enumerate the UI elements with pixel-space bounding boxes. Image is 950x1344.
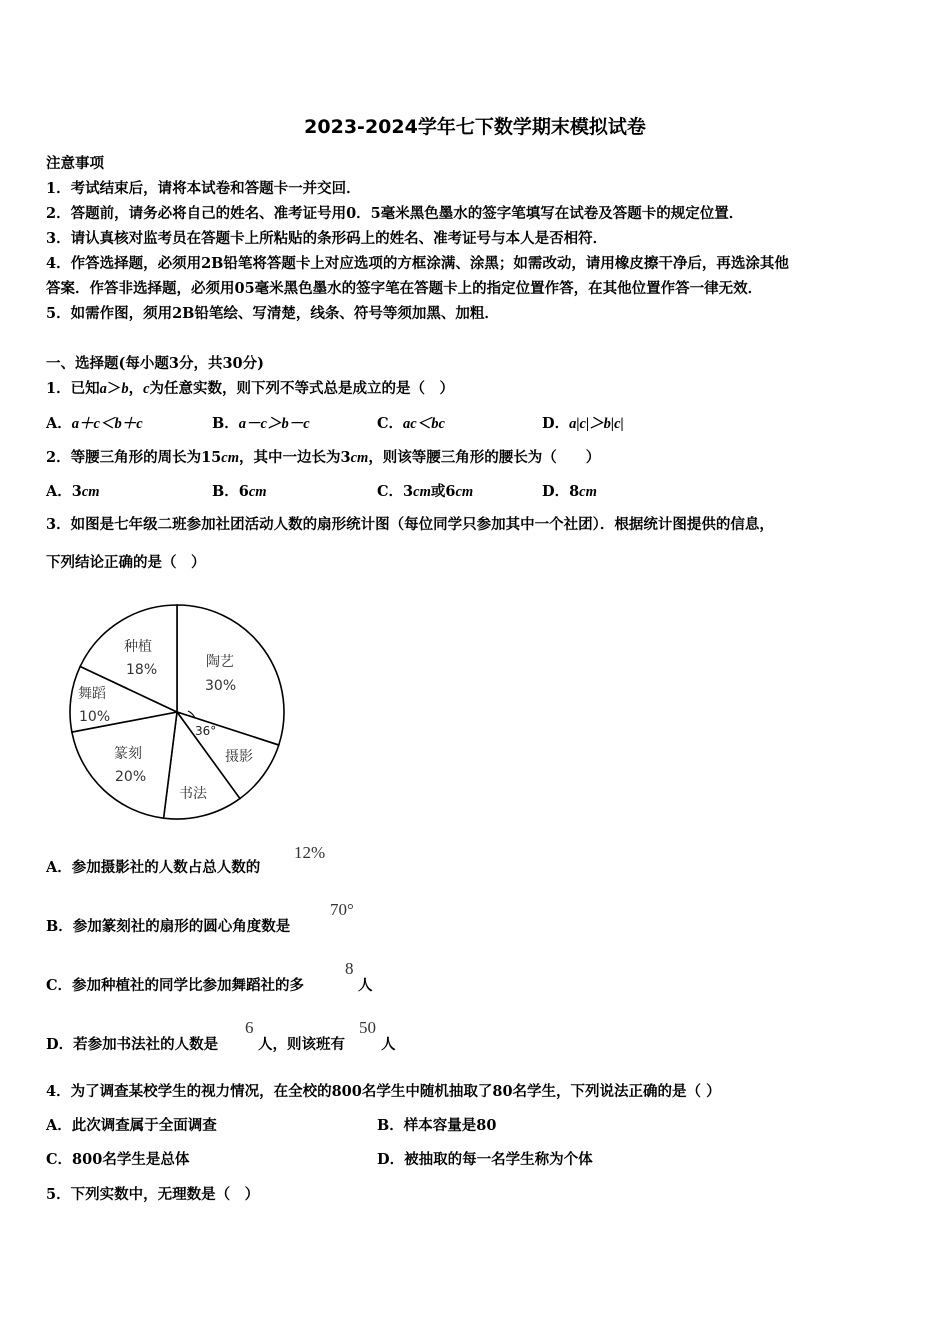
- question-3-stem-line1: 3．如图是七年级二班参加社团活动人数的扇形统计图（每位同学只参加其中一个社团）．根据统计图提供的信息，: [46, 516, 774, 533]
- q3-option-b[interactable]: [46, 915, 290, 936]
- q2-option-a[interactable]: [46, 480, 100, 501]
- q4-option-d[interactable]: [377, 1148, 593, 1169]
- q2-unit: cm: [350, 450, 369, 466]
- q2-option-c[interactable]: [377, 480, 473, 501]
- option-label: C．: [377, 415, 404, 432]
- q3-option-c[interactable]: [46, 974, 304, 995]
- notice-item-2: 2．答题前，请务必将自己的姓名、准考证号用0．5毫米黑色墨水的签字笔填写在试卷及答题卡的规定位置．: [46, 205, 744, 222]
- slice-label-zhuanke: 篆刻: [114, 746, 142, 762]
- option-label: B．: [212, 483, 239, 500]
- option-label: D．: [542, 483, 570, 500]
- q4-option-c[interactable]: [46, 1148, 189, 1169]
- option-label: B．: [212, 415, 239, 432]
- option-text: 样本容量是80: [403, 1117, 497, 1134]
- q2-text-b: ，其中一边长为3: [239, 449, 351, 466]
- option-label: B．: [46, 918, 73, 935]
- slice-label-wudao: 舞蹈: [78, 686, 106, 702]
- q2-option-d[interactable]: [542, 480, 597, 501]
- option-label: A．: [46, 415, 72, 432]
- q3-option-d-tail: 人，则该班有: [258, 1036, 345, 1053]
- option-label: C．: [46, 977, 73, 994]
- slice-label-zhongzhi: 种植: [124, 639, 152, 655]
- section-heading: 一、选择题(每小题3分，共30分): [46, 355, 264, 372]
- slice-percent-zhuanke: 20%: [115, 769, 147, 785]
- q1-option-d[interactable]: [542, 412, 624, 433]
- q4-option-b[interactable]: [377, 1114, 496, 1135]
- notice-heading: 注意事项: [46, 155, 104, 172]
- option-unit: cm: [413, 484, 431, 500]
- option-label: A．: [46, 1117, 72, 1134]
- q1-var-a: a: [99, 381, 107, 397]
- q1-text: 1．已知: [46, 380, 100, 397]
- pie-chart: [60, 595, 300, 825]
- option-label: C．: [46, 1151, 73, 1168]
- option-text: 800名学生是总体: [72, 1151, 190, 1168]
- option-label: C．: [377, 483, 404, 500]
- option-unit: cm: [248, 484, 267, 500]
- page-title: 2023-2024学年七下数学期末模拟试卷: [304, 116, 646, 138]
- question-5-stem: 5．下列实数中，无理数是（ ）: [46, 1186, 260, 1203]
- option-unit: cm: [579, 484, 597, 500]
- q3-option-c-tail: 人: [358, 977, 373, 994]
- question-4-stem: 4．为了调查某校学生的视力情况，在全校的800名学生中随机抽取了80名学生，下列说法正确的是（ ）: [46, 1083, 721, 1100]
- option-num: 8: [569, 483, 580, 500]
- question-1-stem: [46, 377, 454, 398]
- slice-label-sheying: 摄影: [225, 749, 253, 765]
- q2-option-b[interactable]: [212, 480, 267, 501]
- q1-comma: ，: [128, 380, 144, 397]
- option-text: 参加篆刻社的扇形的圆心角度数是: [72, 918, 291, 935]
- option-num: 3: [71, 483, 82, 500]
- q1-option-b[interactable]: [212, 412, 310, 433]
- q3-option-c-value: 8: [345, 959, 354, 978]
- option-text: a－c＞b－c: [238, 416, 310, 432]
- q3-option-d-value2: 50: [359, 1018, 376, 1037]
- notice-item-4: 4．作答选择题，必须用2B铅笔将答题卡上对应选项的方框涂满、涂黑；如需改动，请用橡皮擦干净后，再选涂其他: [46, 255, 789, 272]
- q1-var-b: b: [121, 381, 129, 397]
- option-text: a＋c＜b＋c: [71, 416, 143, 432]
- q3-option-d-value: 6: [245, 1018, 254, 1037]
- option-text: ac＜bc: [403, 416, 445, 432]
- notice-item-5: 5．如需作图，须用2B铅笔绘、写清楚，线条、符号等须加黑、加粗．: [46, 305, 499, 322]
- angle-annotation: 36°: [195, 724, 217, 738]
- option-label: A．: [46, 859, 72, 876]
- option-text: 参加摄影社的人数占总人数的: [71, 859, 261, 876]
- q1-option-a[interactable]: [46, 412, 143, 433]
- q3-option-b-value: 70°: [330, 900, 354, 919]
- slice-percent-zhongzhi: 18%: [126, 662, 158, 678]
- notice-item-1: 1．考试结束后，请将本试卷和答题卡一并交回．: [46, 180, 361, 197]
- option-unit: cm: [455, 484, 474, 500]
- slice-label-taoyi: 陶艺: [206, 654, 234, 670]
- option-label: D．: [46, 1036, 74, 1053]
- option-text: 参加种植社的同学比参加舞蹈社的多: [72, 977, 305, 994]
- q2-unit: cm: [221, 450, 239, 466]
- option-text: 被抽取的每一名学生称为个体: [404, 1151, 593, 1168]
- option-num: 6: [238, 483, 249, 500]
- q1-gt: ＞: [106, 380, 122, 397]
- notice-item-4-cont: 答案．作答非选择题，必须用05毫米黑色墨水的签字笔在答题卡上的指定位置作答，在其他位置作答一律无效．: [46, 280, 763, 297]
- q2-text-a: 2．等腰三角形的周长为15: [46, 449, 222, 466]
- option-label: A．: [46, 483, 72, 500]
- option-extra: 或6: [430, 483, 456, 500]
- option-num: 3: [403, 483, 414, 500]
- q3-option-a[interactable]: [46, 856, 260, 877]
- option-label: B．: [377, 1117, 404, 1134]
- question-2-stem: [46, 446, 600, 467]
- option-label: D．: [377, 1151, 405, 1168]
- option-text: 此次调查属于全面调查: [71, 1117, 217, 1134]
- q3-option-d[interactable]: [46, 1033, 218, 1054]
- option-label: D．: [542, 415, 570, 432]
- notice-item-3: 3．请认真核对监考员在答题卡上所粘贴的条形码上的姓名、准考证号与本人是否相符．: [46, 230, 608, 247]
- slice-percent-taoyi: 30%: [205, 678, 237, 694]
- slice-label-shufa: 书法: [179, 786, 207, 802]
- q3-option-a-value: 12%: [294, 843, 326, 862]
- q3-option-d-tail2: 人: [381, 1036, 396, 1053]
- q4-option-a[interactable]: [46, 1114, 217, 1135]
- option-unit: cm: [81, 484, 100, 500]
- q1-text-post: 为任意实数，则下列不等式总是成立的是（ ）: [149, 380, 455, 397]
- question-3-stem-line2: 下列结论正确的是（ ）: [46, 554, 206, 571]
- option-text: 若参加书法社的人数是: [73, 1036, 219, 1053]
- q1-var-c: c: [143, 381, 150, 397]
- q2-text-c: ，则该等腰三角形的腰长为（ ）: [368, 449, 601, 466]
- slice-percent-wudao: 10%: [79, 709, 111, 725]
- q1-option-c[interactable]: [377, 412, 445, 433]
- option-text: a|c|＞b|c|: [569, 416, 624, 432]
